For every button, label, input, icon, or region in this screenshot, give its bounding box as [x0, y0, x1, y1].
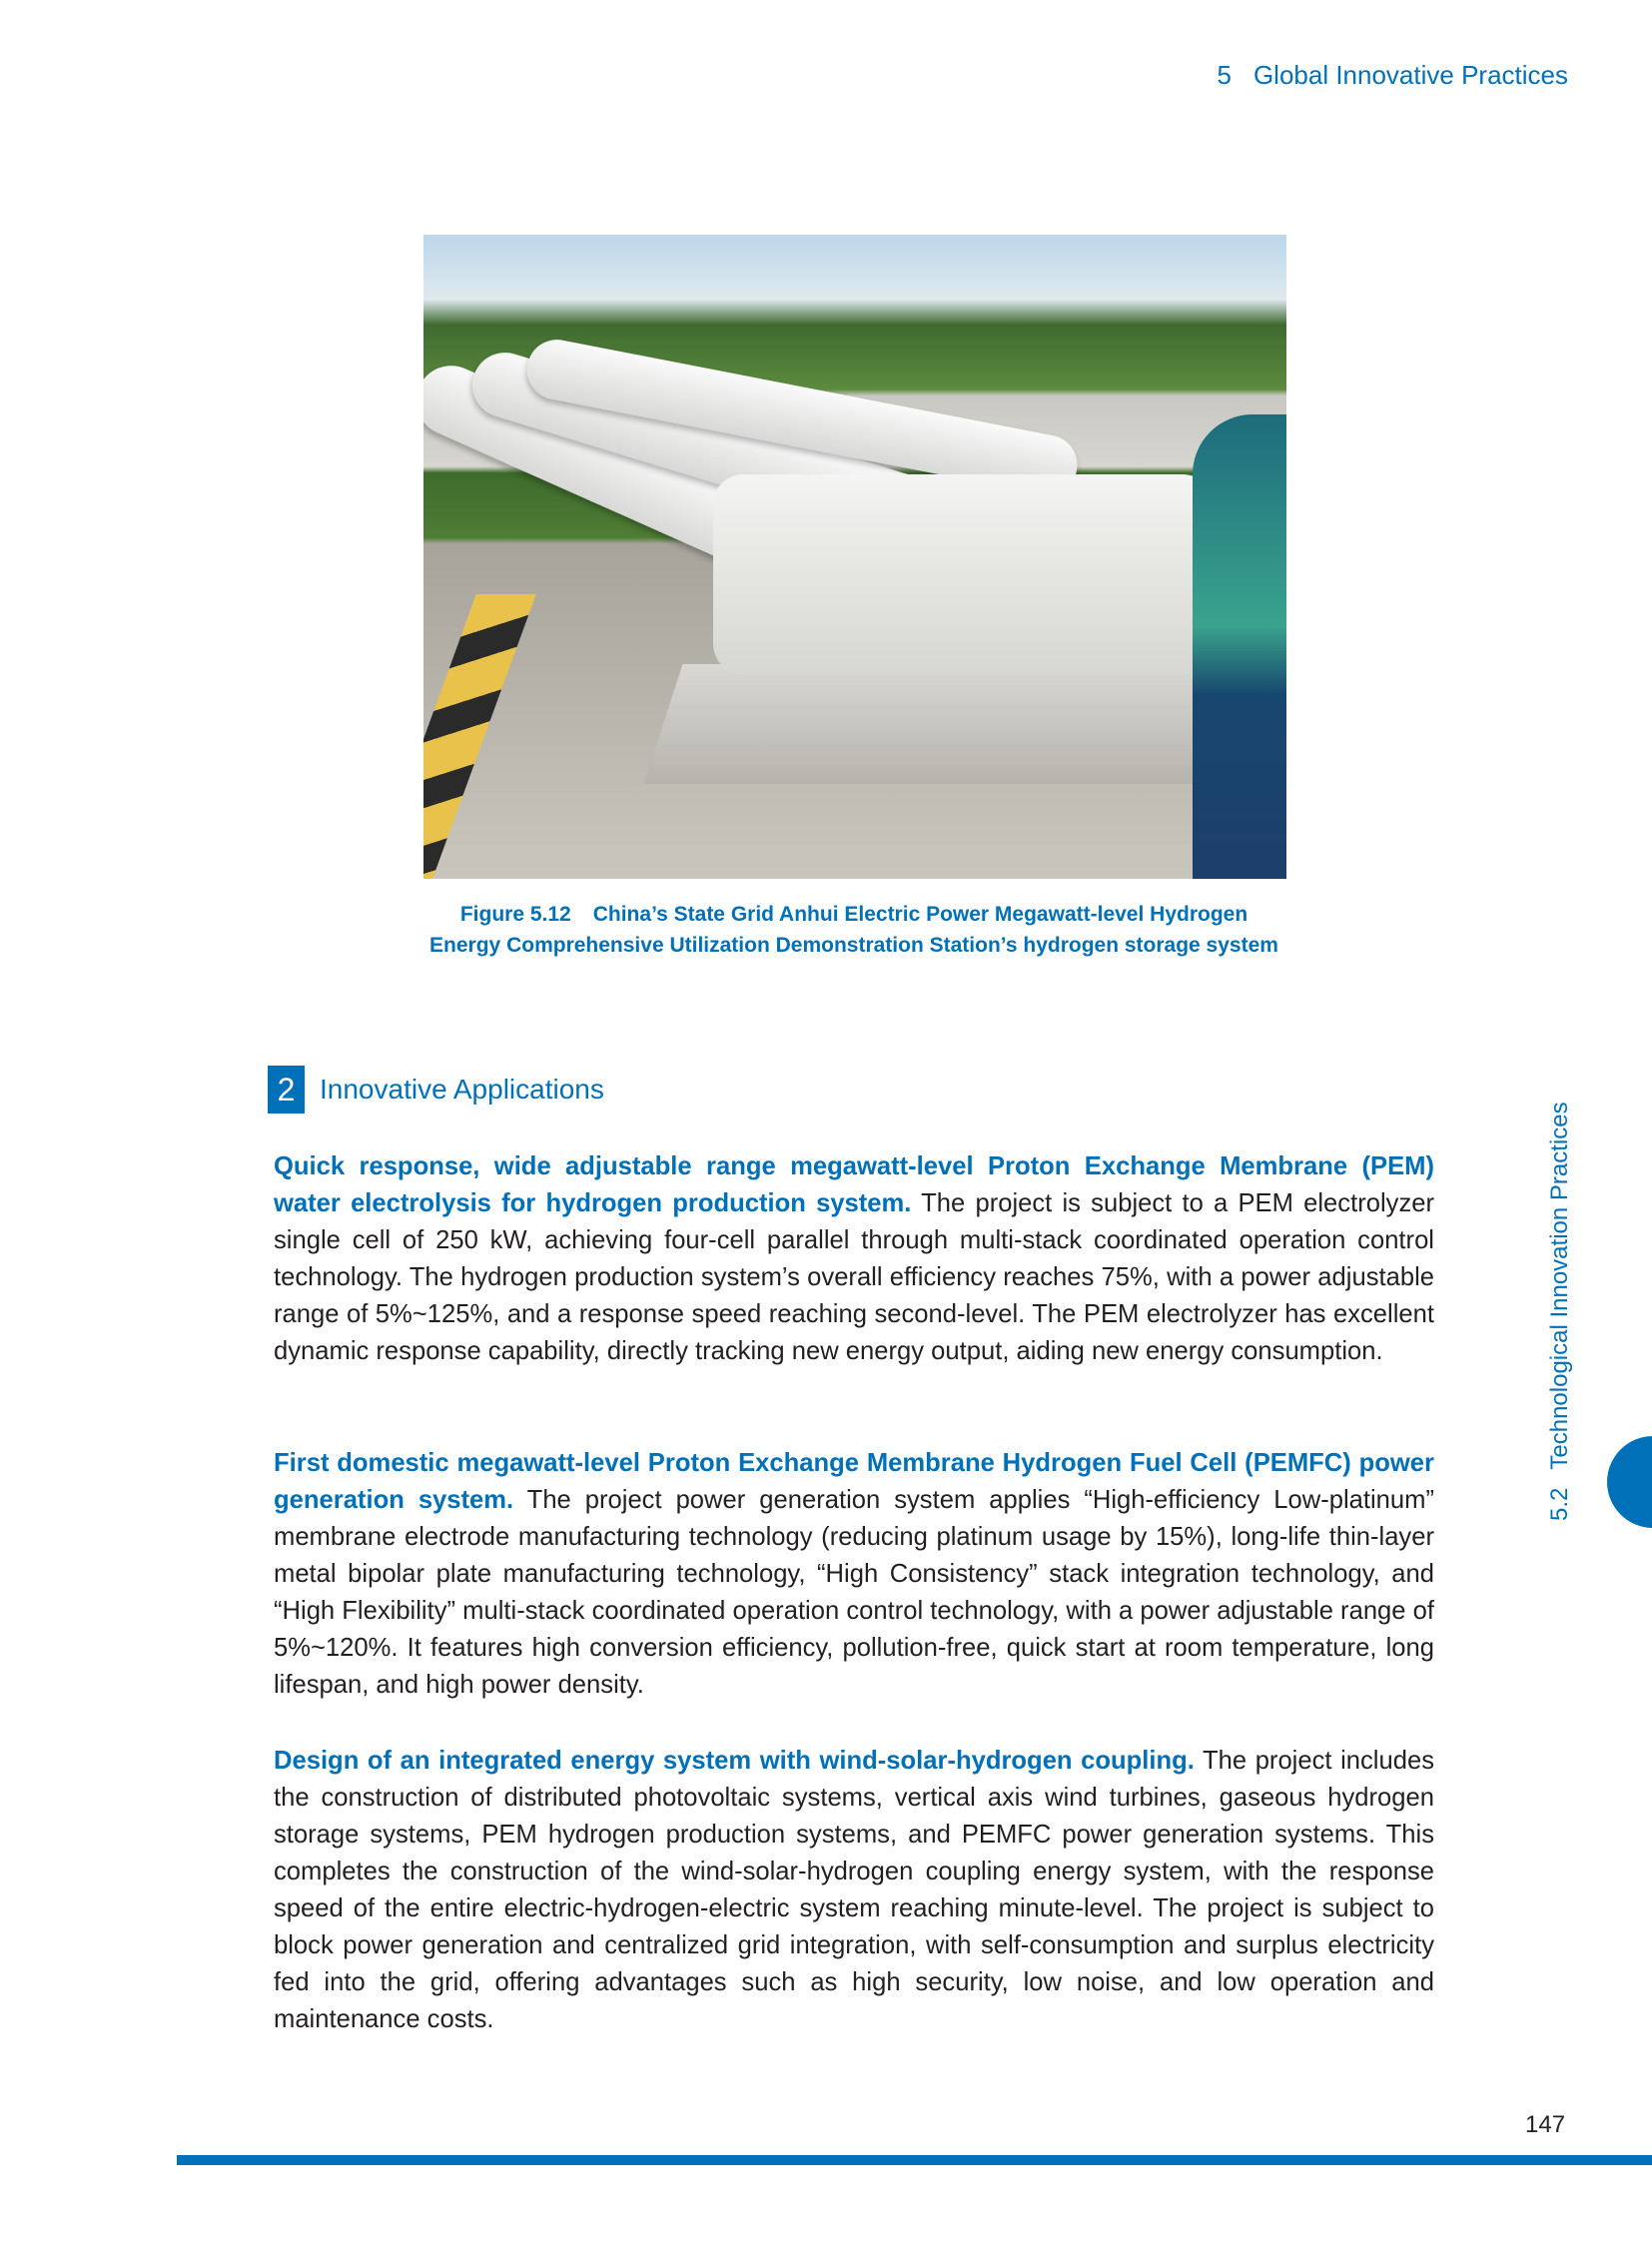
paragraph-lead: First domestic megawatt-level Proton Exchange Membrane Hydrogen Fuel Cell (PEMFC) power generation system.	[274, 1449, 1434, 1514]
page-number: 147	[1525, 2111, 1566, 2138]
caption-line: China’s State Grid Anhui Electric Power Megawatt-level Hydrogen	[592, 903, 1248, 926]
paragraph-integrated-system	[274, 1743, 1434, 2038]
footer-bar	[177, 2155, 1652, 2165]
caption-line: Energy Comprehensive Utilization Demonstration Station’s hydrogen storage system	[429, 934, 1278, 957]
side-section-number: 5.2	[1546, 1487, 1573, 1521]
bollard	[423, 594, 536, 879]
hydrogen-storage-photo	[423, 235, 1286, 879]
chapter-number: 5	[1217, 60, 1232, 90]
paragraph-body: The project is subject to a PEM electrolyzer single cell of 250 kW, achieving four-cell parallel through multi-stack coordinated operation control technology. The hydrogen production system’s overall efficiency reaches 75%, with a power adjustable range of 5%~125%, and a response speed reaching second-level. The PEM electrolyzer has excellent dynamic response capability, directly tracking new energy output, aiding new energy consumption.	[274, 1189, 1434, 1365]
figure-caption	[0, 899, 1652, 961]
signage-pillar	[1193, 414, 1286, 879]
figure-label: Figure 5.12	[459, 903, 571, 926]
paragraph-body: The project power generation system applies “High-efficiency Low-platinum” membrane electrode manufacturing technology (reducing platinum usage by 15%), long-life thin-layer metal bipolar plate manufacturing technology, “High Consistency” stack integration technology, and “High Flexibility” multi-stack coordinated operation control technology, with a power adjustable range of 5%~120%. It features high conversion efficiency, pollution-free, quick start at room temperature, long lifespan, and high power density.	[274, 1486, 1434, 1699]
concrete-base	[644, 664, 1286, 784]
side-section-label	[1546, 1102, 1574, 1521]
section-title: Innovative Applications	[320, 1074, 604, 1105]
paragraph-pemfc	[274, 1445, 1434, 1704]
side-section-title: Technological Innovation Practices	[1546, 1102, 1573, 1470]
paragraph-body: The project includes the construction of distributed photovoltaic systems, vertical axis wind turbines, gaseous hydrogen storage systems, PEM hydrogen production systems, and PEMFC power generation systems. This completes the construction of the wind-solar-hydrogen coupling energy system, with the response speed of the entire electric-hydrogen-electric system reaching minute-level. The project is subject to block power generation and centralized grid integration, with self-consumption and surplus electricity fed into the grid, offering advantages such as high security, low noise, and low operation and maintenance costs.	[274, 1747, 1434, 2033]
section-tab-marker	[1607, 1436, 1652, 1528]
paragraph-lead: Quick response, wide adjustable range megawatt-level Proton Exchange Membrane (PEM) water electrolysis for hydrogen production system.	[274, 1152, 1434, 1217]
running-header	[1217, 60, 1568, 91]
tube-end-frame	[713, 474, 1213, 674]
paragraph-pem-electrolysis	[274, 1148, 1434, 1370]
section-number-badge: 2	[268, 1066, 305, 1114]
paragraph-lead: Design of an integrated energy system with wind-solar-hydrogen coupling.	[274, 1747, 1195, 1775]
chapter-title: Global Innovative Practices	[1252, 60, 1568, 90]
section-heading	[268, 1066, 604, 1114]
